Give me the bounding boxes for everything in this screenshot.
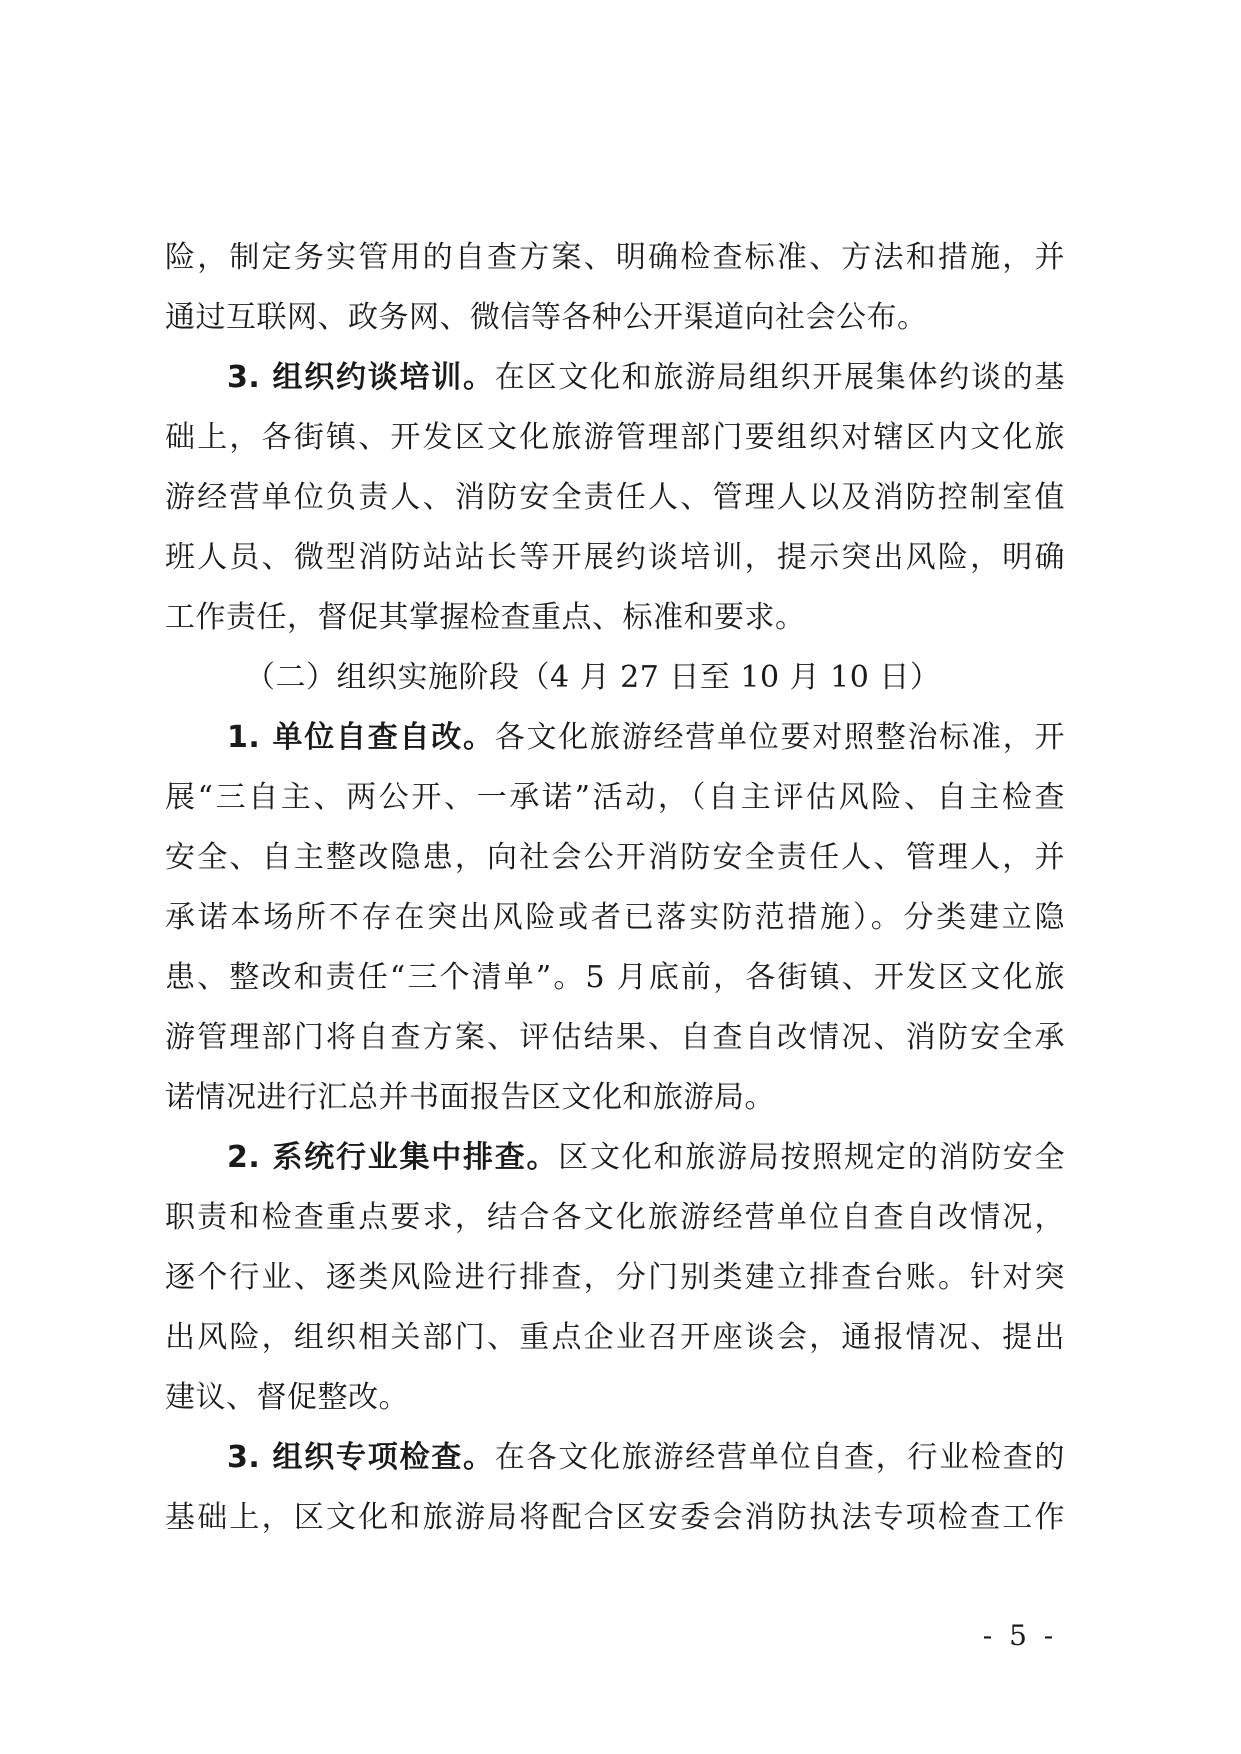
item-heading: 3. 组织专项检查。 xyxy=(227,1440,495,1475)
paragraph-line: 建议、督促整改。 xyxy=(165,1380,409,1415)
paragraph-line xyxy=(165,348,1065,408)
paragraph-line: 职责和检查重点要求，结合各文化旅游经营单位自查自改情况， xyxy=(165,1200,1065,1235)
paragraph-line: 承诺本场所不存在突出风险或者已落实防范措施）。分类建立隐 xyxy=(165,900,1065,935)
item-text: 各文化旅游经营单位要对照整治标准，开 xyxy=(494,720,1066,755)
paragraph-line xyxy=(165,1128,1065,1188)
paragraph-line: 逐个行业、逐类风险进行排查，分门别类建立排查台账。针对突 xyxy=(165,1260,1065,1295)
paragraph-line: 诺情况进行汇总并书面报告区文化和旅游局。 xyxy=(165,1080,775,1115)
paragraph-line: 游经营单位负责人、消防安全责任人、管理人以及消防控制室值 xyxy=(165,480,1065,515)
paragraph-line: 游管理部门将自查方案、评估结果、自查自改情况、消防安全承 xyxy=(165,1020,1065,1055)
item-heading: 2. 系统行业集中排查。 xyxy=(227,1140,559,1175)
paragraph-line: 工作责任，督促其掌握检查重点、标准和要求。 xyxy=(165,600,806,635)
paragraph-line: 安全、自主整改隐患，向社会公开消防安全责任人、管理人，并 xyxy=(165,840,1065,875)
item-text: 区文化和旅游局按照规定的消防安全 xyxy=(558,1140,1066,1175)
paragraph-line: 班人员、微型消防站站长等开展约谈培训，提示突出风险，明确 xyxy=(165,540,1065,575)
body-text xyxy=(165,228,1065,1548)
paragraph-line: 患、整改和责任“三个清单”。5 月底前，各街镇、开发区文化旅 xyxy=(165,960,1065,995)
paragraph-line xyxy=(165,1428,1065,1488)
paragraph-line: 出风险，组织相关部门、重点企业召开座谈会，通报情况、提出 xyxy=(165,1320,1065,1355)
page-number: - 5 - xyxy=(982,1619,1058,1652)
item-heading: 3. 组织约谈培训。 xyxy=(227,360,495,395)
item-text: 在各文化旅游经营单位自查，行业检查的 xyxy=(494,1440,1066,1475)
paragraph-line: 展“三自主、两公开、一承诺”活动，（自主评估风险、自主检查 xyxy=(165,780,1065,815)
paragraph-line: 基础上，区文化和旅游局将配合区安委会消防执法专项检查工作 xyxy=(165,1500,1065,1535)
section-subheading: （二）组织实施阶段（4 月 27 日至 10 月 10 日） xyxy=(245,660,941,695)
paragraph-line xyxy=(165,708,1065,768)
paragraph-line: 础上，各街镇、开发区文化旅游管理部门要组织对辖区内文化旅 xyxy=(165,420,1065,455)
paragraph-line: 通过互联网、政务网、微信等各种公开渠道向社会公布。 xyxy=(165,300,928,335)
paragraph-line: 险，制定务实管用的自查方案、明确检查标准、方法和措施，并 xyxy=(165,240,1065,275)
item-heading: 1. 单位自查自改。 xyxy=(227,720,495,755)
item-text: 在区文化和旅游局组织开展集体约谈的基 xyxy=(494,360,1066,395)
